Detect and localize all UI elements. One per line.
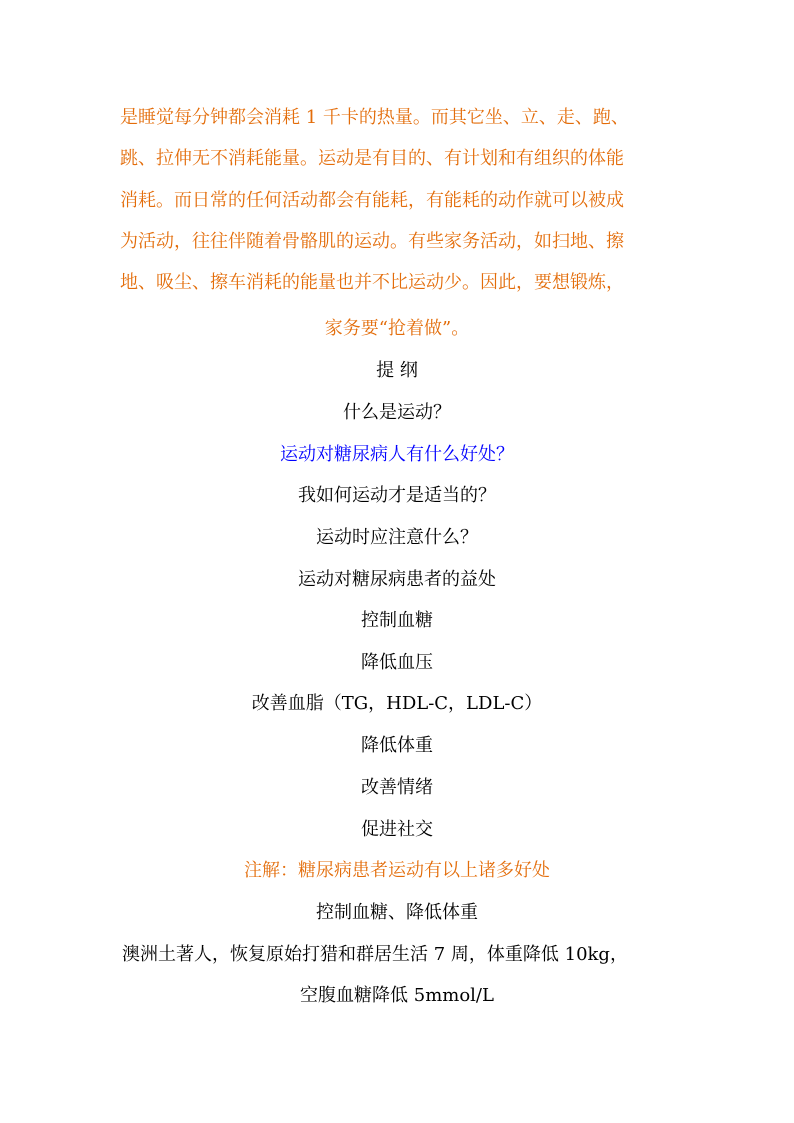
paragraph-last-line: 家务要“抢着做”。 bbox=[324, 318, 470, 339]
benefit-item: 降低血压 bbox=[361, 652, 433, 673]
benefit-item: 降低体重 bbox=[361, 735, 433, 756]
benefit-item: 改善情绪 bbox=[361, 777, 433, 798]
note-line: 注解：糖尿病患者运动有以上诸多好处 bbox=[244, 860, 550, 881]
paragraph-line: 跳、拉伸无不消耗能量。运动是有目的、有计划和有组织的体能 bbox=[120, 148, 624, 170]
benefit-item: 促进社交 bbox=[361, 819, 433, 840]
outline-title: 提 纲 bbox=[376, 360, 418, 381]
paragraph-line: 为活动，往往伴随着骨骼肌的运动。有些家务活动，如扫地、擦 bbox=[120, 230, 624, 252]
intro-paragraph bbox=[120, 97, 686, 303]
study-line: 澳洲土著人，恢复原始打猎和群居生活 7 周，体重降低 10kg， bbox=[122, 944, 628, 965]
outline-item: 什么是运动？ bbox=[343, 402, 451, 423]
outline-item-link[interactable]: 运动对糖尿病人有什么好处？ bbox=[280, 444, 514, 465]
benefits-title: 运动对糖尿病患者的益处 bbox=[298, 569, 496, 590]
paragraph-line: 是睡觉每分钟都会消耗 1 千卡的热量。而其它坐、立、走、跑、 bbox=[120, 107, 629, 128]
paragraph-line: 地、吸尘、擦车消耗的能量也并不比运动少。因此，要想锻炼， bbox=[120, 272, 624, 294]
outline-item: 运动时应注意什么？ bbox=[316, 527, 478, 548]
study-line: 空腹血糖降低 5mmol/L bbox=[300, 985, 494, 1006]
benefit-item: 改善血脂（TG，HDL-C，LDL-C） bbox=[251, 693, 543, 714]
benefit-item: 控制血糖 bbox=[361, 610, 433, 631]
outline-item: 我如何运动才是适当的？ bbox=[298, 485, 496, 506]
section-title: 控制血糖、降低体重 bbox=[316, 902, 478, 923]
paragraph-line: 消耗。而日常的任何活动都会有能耗，有能耗的动作就可以被成 bbox=[120, 189, 624, 211]
